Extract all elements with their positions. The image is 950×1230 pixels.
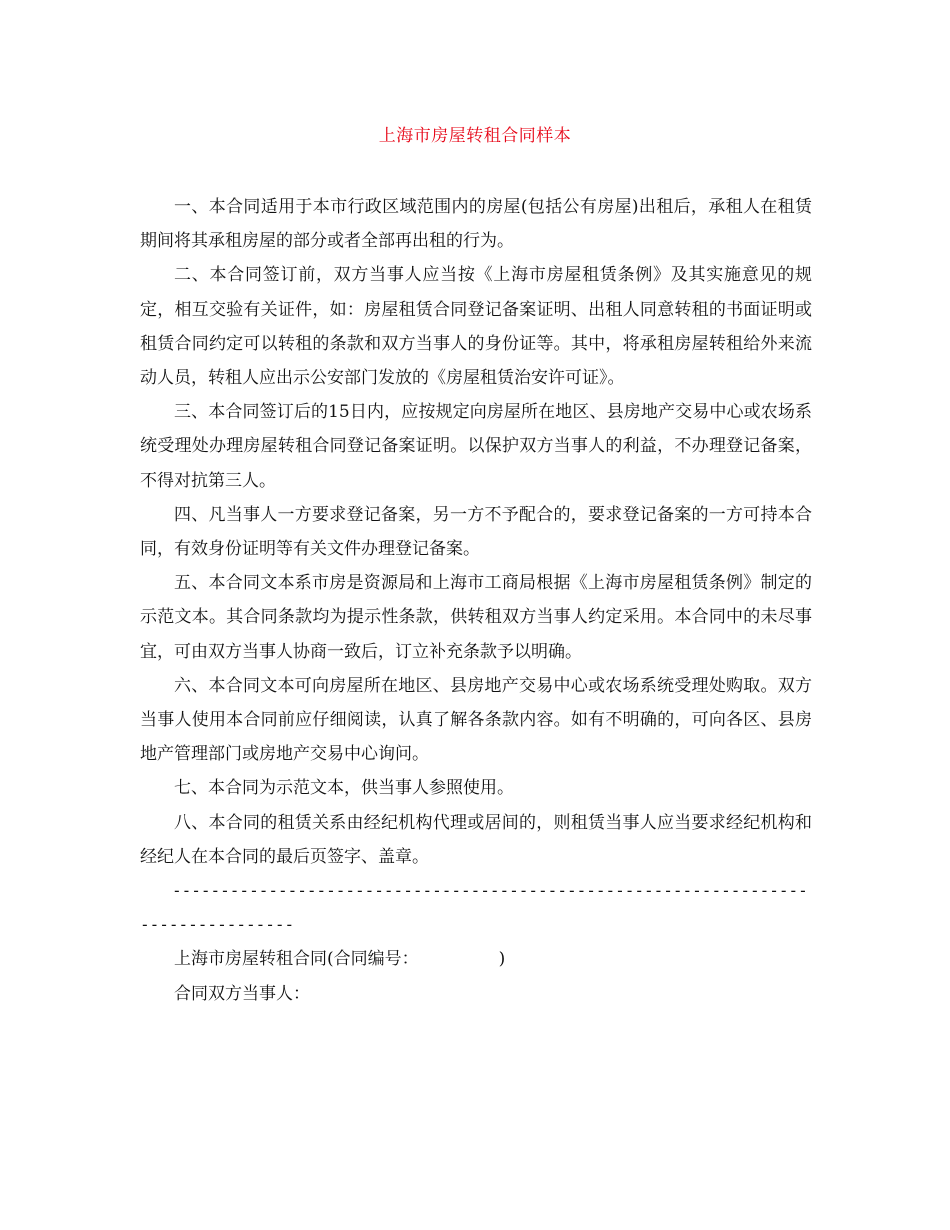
dashed-separator: ---------------------------------------------------------------------------------- xyxy=(140,881,808,935)
paragraph-6: 六、本合同文本可向房屋所在地区、县房地产交易中心或农场系统受理处购取。双方当事人使用本合同前应仔细阅读，认真了解各条款内容。如有不明确的，可向各区、县房地产管理部门或房地产交易中心询问。 xyxy=(140,675,812,765)
contract-title-line xyxy=(140,942,812,976)
contract-title-prefix: 上海市房屋转租合同(合同编号： xyxy=(174,949,419,970)
paragraph-7: 七、本合同为示范文本，供当事人参照使用。 xyxy=(174,778,514,799)
parties-label: 合同双方当事人： xyxy=(174,983,310,1004)
paragraph-5: 五、本合同文本系市房是资源局和上海市工商局根据《上海市房屋租赁条例》制定的示范文本。其合同条款均为提示性条款，供转租双方当事人约定采用。本合同中的未尽事宜，可由双方当事人协商一致后，订立补充条款予以明确。 xyxy=(140,573,812,662)
paragraph-2: 二、本合同签订前，双方当事人应当按《上海市房屋租赁条例》及其实施意见的规定，相互交验有关证件，如：房屋租赁合同登记备案证明、出租人同意转租的书面证明或租赁合同约定可以转租的条款和双方当事人的身份证等。其中，将承租房屋转租给外来流动人员，转租人应出示公安部门发放的《房屋租赁治安许可证》。 xyxy=(140,265,812,389)
document-body xyxy=(140,190,812,1011)
contract-title-suffix: ) xyxy=(498,949,506,970)
paragraph-8: 八、本合同的租赁关系由经纪机构代理或居间的，则租赁当事人应当要求经纪机构和经纪人在本合同的最后页签字、盖章。 xyxy=(140,812,812,867)
paragraph-4: 四、凡当事人一方要求登记备案，另一方不予配合的，要求登记备案的一方可持本合同，有效身份证明等有关文件办理登记备案。 xyxy=(140,504,812,560)
paragraph-1: 一、本合同适用于本市行政区域范围内的房屋(包括公有房屋)出租后，承租人在租赁期间将其承租房屋的部分或者全部再出租的行为。 xyxy=(140,197,812,252)
paragraph-3: 三、本合同签订后的15日内，应按规定向房屋所在地区、县房地产交易中心或农场系统受理处办理房屋转租合同登记备案证明。以保护双方当事人的利益，不办理登记备案，不得对抗第三人。 xyxy=(140,402,812,491)
document-title: 上海市房屋转租合同样本 xyxy=(378,126,572,146)
